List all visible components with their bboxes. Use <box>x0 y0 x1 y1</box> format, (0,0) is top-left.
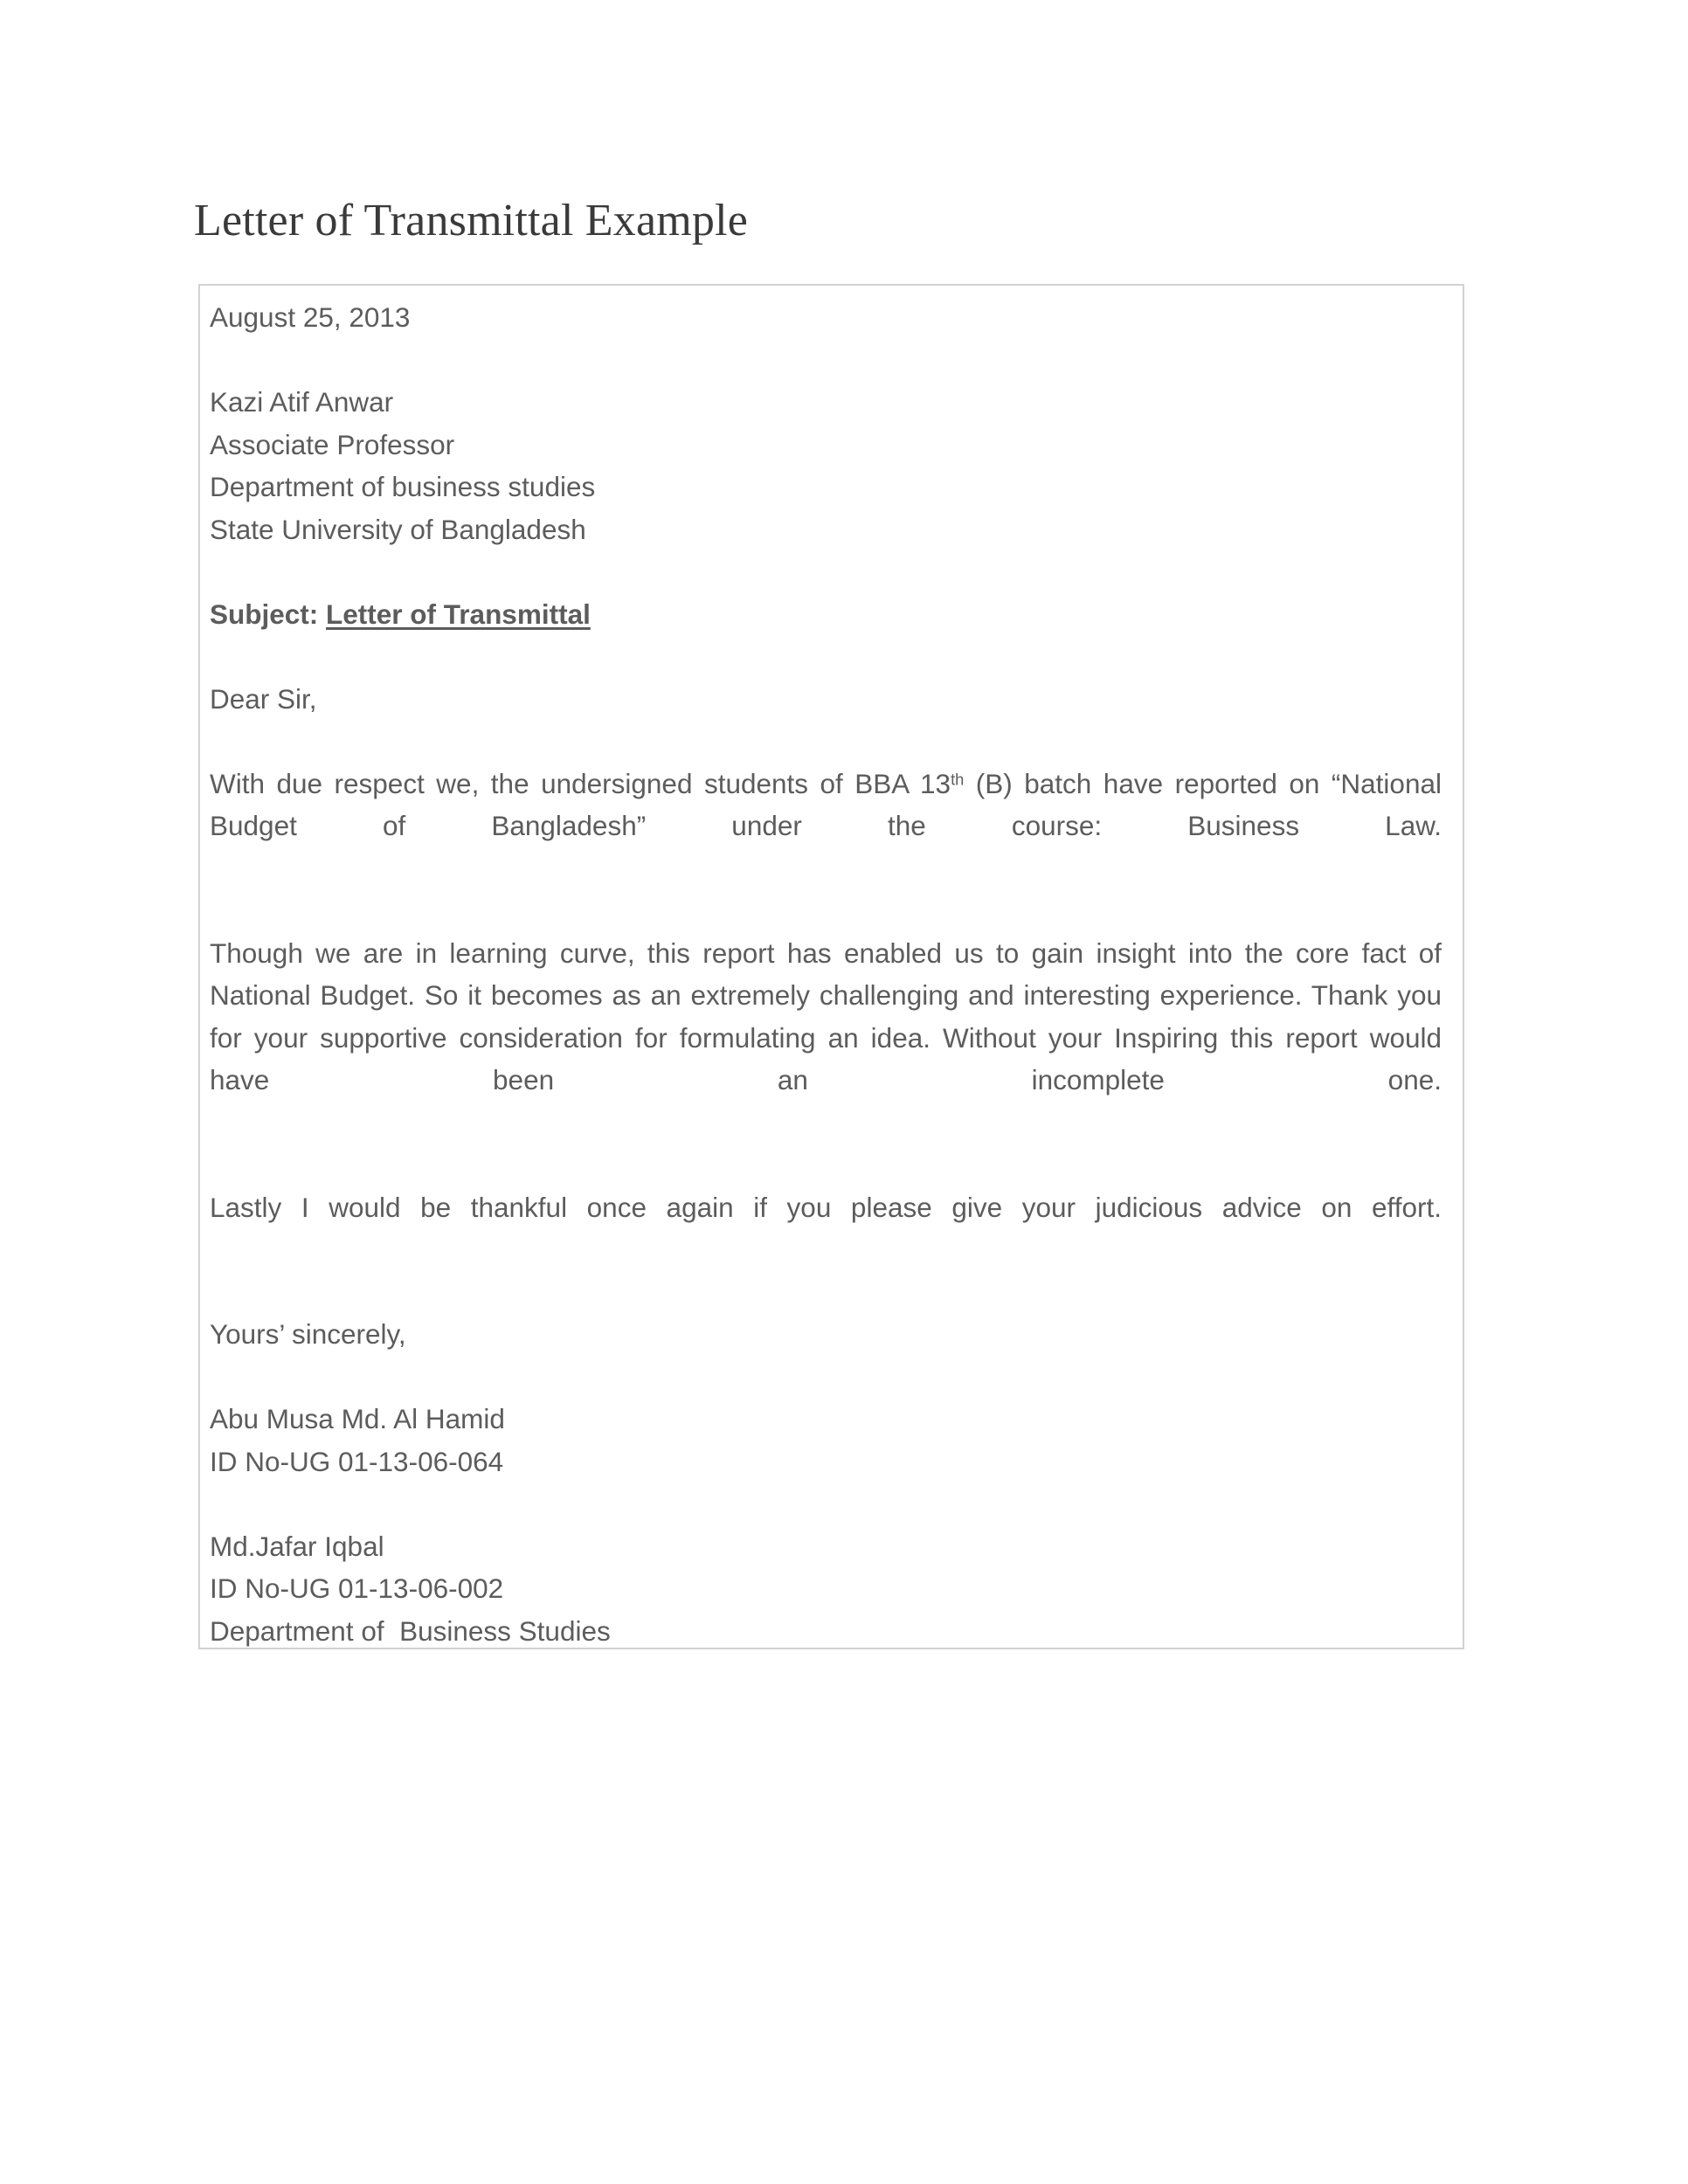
spacer <box>210 1356 1442 1399</box>
salutation: Dear Sir, <box>210 682 317 715</box>
recipient-institution: State University of Bangladesh <box>210 513 586 545</box>
paragraph-intro-pre: With due respect we, the undersigned students of BBA 13 <box>210 767 951 799</box>
recipient-department: Department of business studies <box>210 471 596 502</box>
spacer <box>210 635 1442 678</box>
signatory-1-id: ID No-UG 01-13-06-064 <box>210 1445 504 1477</box>
spacer <box>210 1144 1442 1186</box>
spacer <box>210 1482 1442 1525</box>
spacer <box>210 720 1442 763</box>
signatory-2-department: Department of Business Studies <box>210 1614 611 1647</box>
recipient-name: Kazi Atif Anwar <box>210 386 394 418</box>
paragraph-intro-post: (B) batch have reported on “National Budget of Bangladesh” under the course: Business Law. <box>210 767 1442 841</box>
subject-label: Subject: <box>210 598 319 630</box>
subject-value: Letter of Transmittal <box>326 598 591 630</box>
subject-line <box>210 593 1442 636</box>
letter-body <box>210 296 1442 1652</box>
letter-date: August 25, 2013 <box>210 301 411 333</box>
paragraph-body: Though we are in learning curve, this report has enabled us to gain insight into the core fact of National Budget. So it becomes as an extremely challenging and interesting experience. Thank you for your supportive consideration for formulating an idea. Without your Inspiring this report would have been an incomplete one. <box>210 936 1442 1095</box>
spacer <box>210 550 1442 593</box>
letter-of-transmittal-box <box>198 284 1464 1649</box>
subject-separator <box>318 598 326 630</box>
ordinal-suffix: th <box>951 770 965 788</box>
spacer <box>210 339 1442 382</box>
spacer <box>210 1271 1442 1314</box>
signatory-1-name: Abu Musa Md. Al Hamid <box>210 1403 505 1434</box>
paragraph-intro <box>210 763 1442 890</box>
signatory-2-id: ID No-UG 01-13-06-002 <box>210 1572 504 1604</box>
page-title: Letter of Transmittal Example <box>194 196 749 245</box>
spacer <box>210 889 1442 932</box>
recipient-designation: Associate Professor <box>210 428 455 460</box>
valediction: Yours’ sincerely, <box>210 1318 406 1350</box>
paragraph-closing-request: Lastly I would be thankful once again if you please give your judicious advice on effort. <box>210 1191 1442 1223</box>
signatory-2-name: Md.Jafar Iqbal <box>210 1530 384 1562</box>
